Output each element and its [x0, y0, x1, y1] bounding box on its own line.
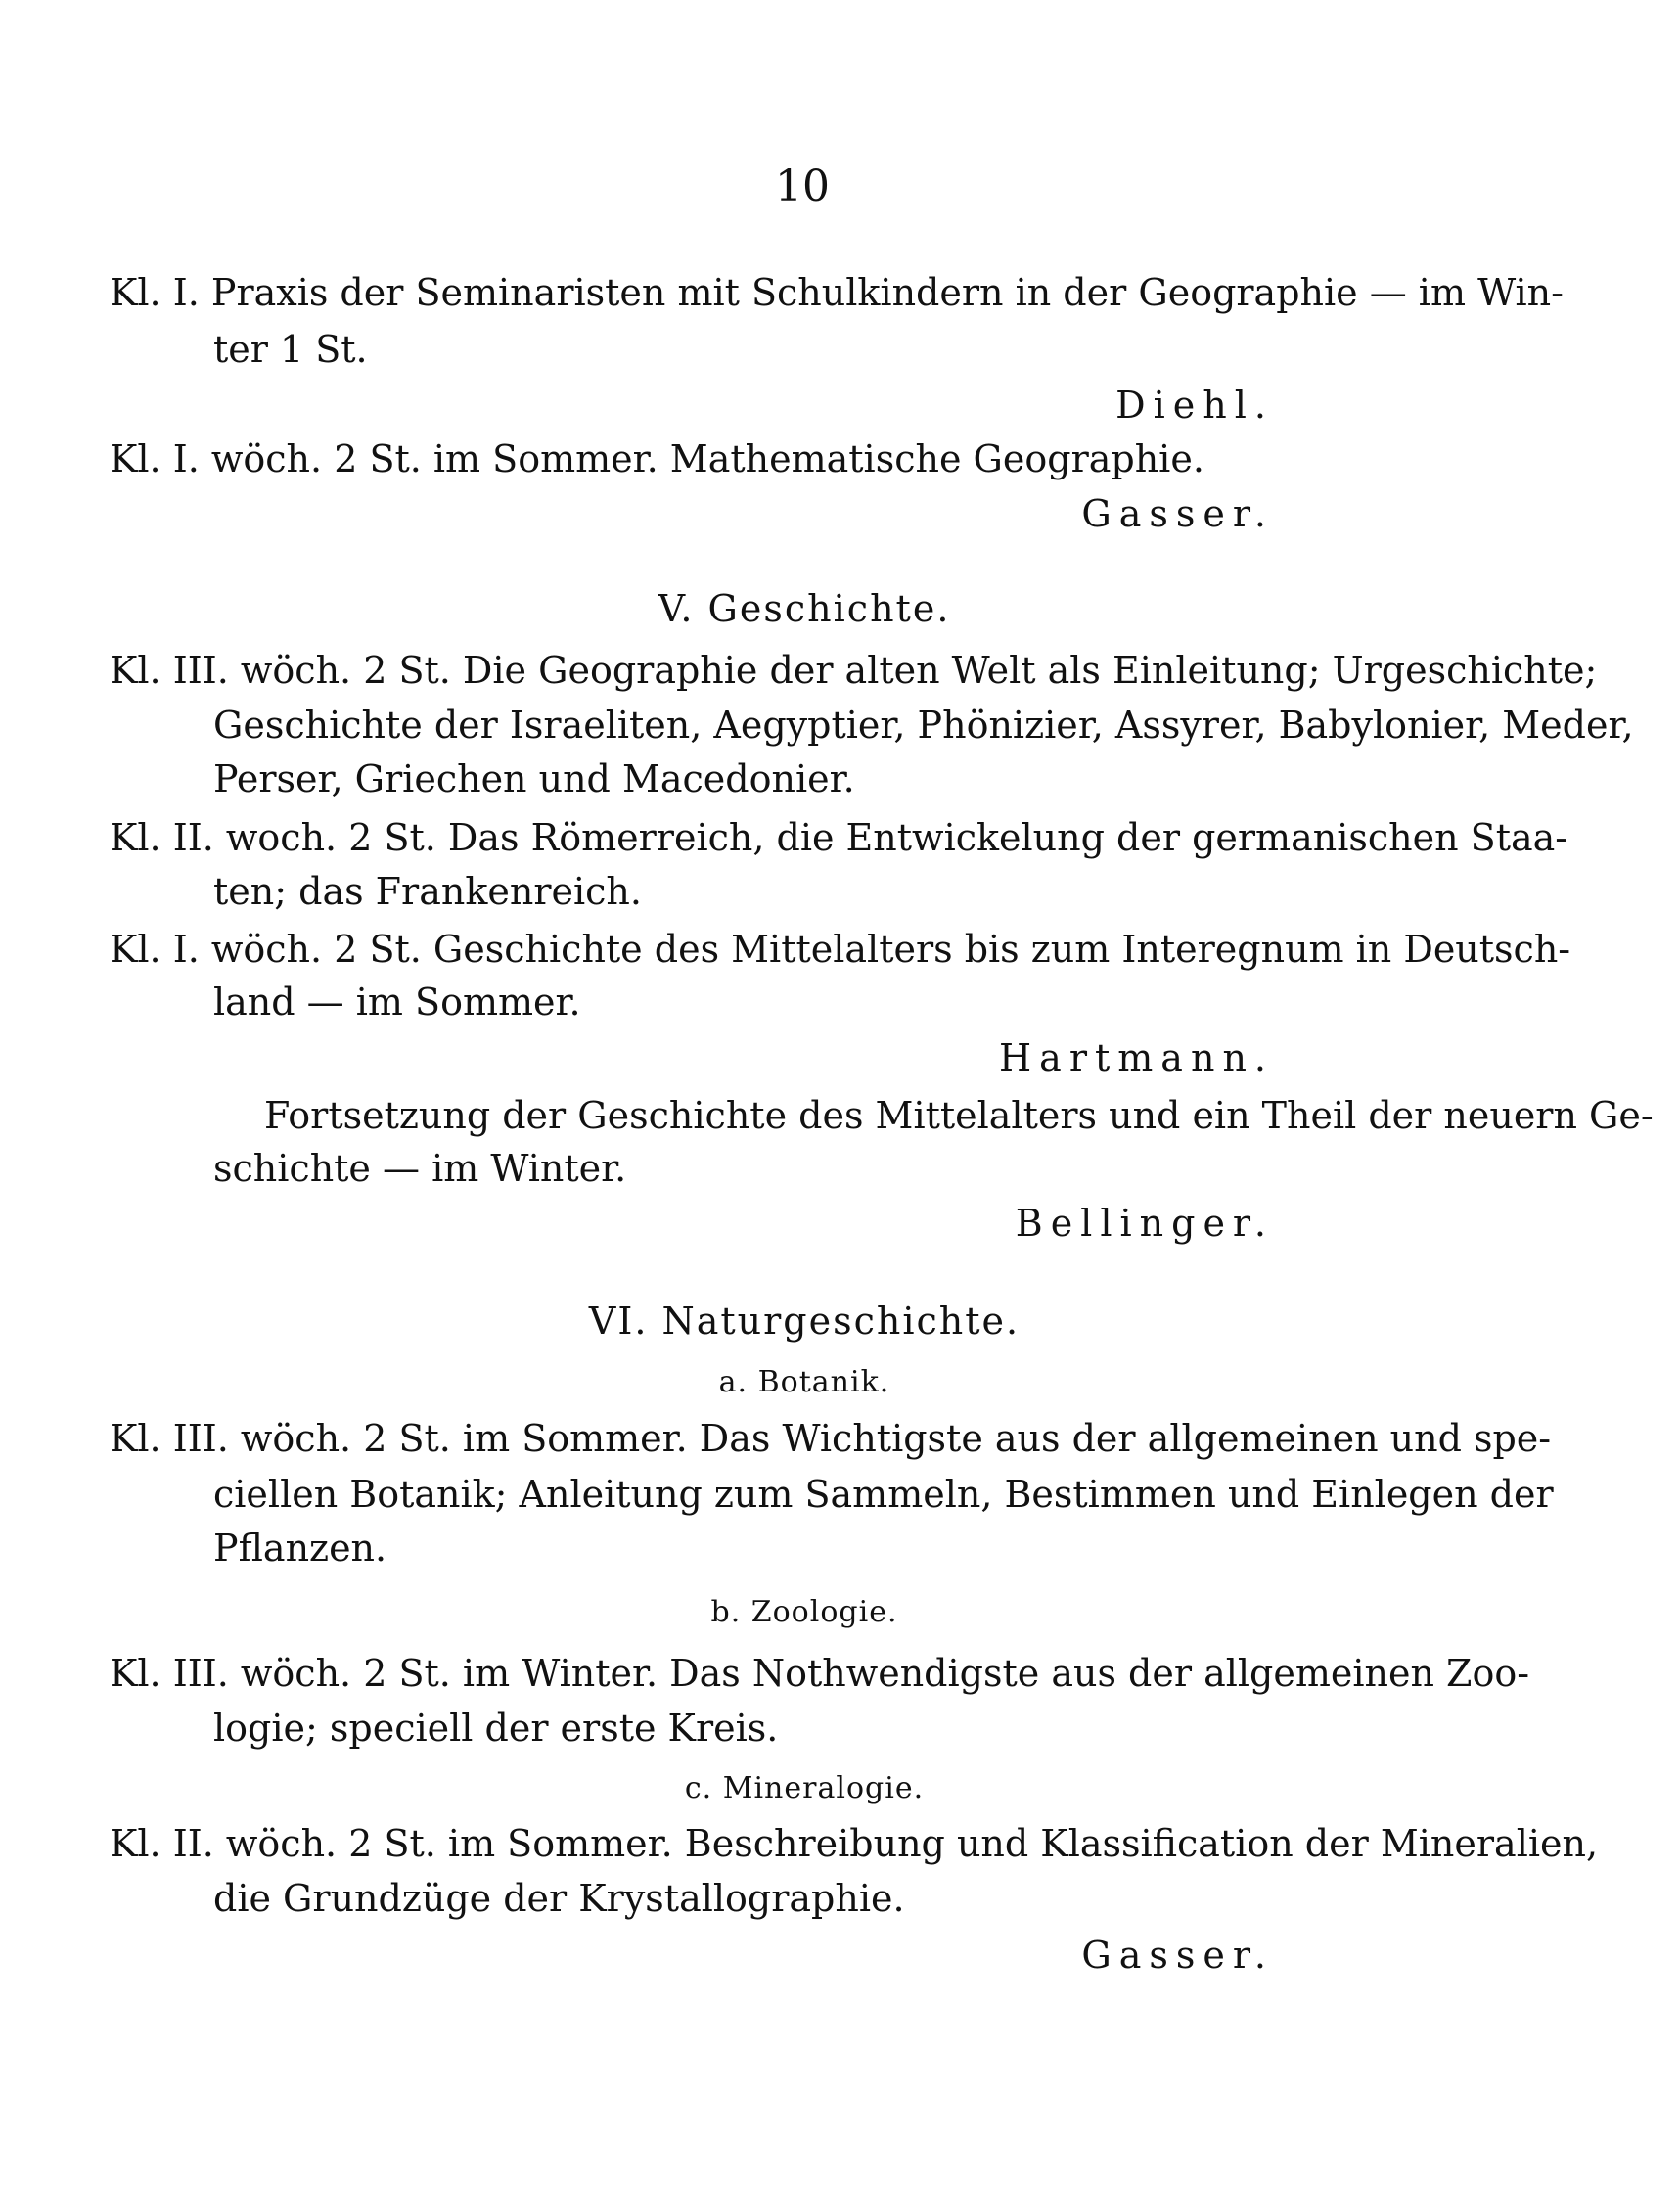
entry-line: Kl. III. wöch. 2 St. im Winter. Das Nothwendigste aus der allgemeinen Zoo- [110, 1652, 1530, 1695]
signature: Gasser. [1081, 492, 1274, 535]
entry-line: Kl. I. Praxis der Seminaristen mit Schulkindern in der Geographie — im Win- [110, 271, 1564, 314]
section-heading: VI. Naturgeschichte. [588, 1300, 1021, 1343]
subsection-heading: a. Botanik. [718, 1365, 890, 1399]
subsection-heading: c. Mineralogie. [684, 1771, 925, 1805]
signature: Hartmann. [999, 1036, 1274, 1079]
signature: Diehl. [1115, 384, 1274, 427]
subsection-heading: b. Zoologie. [710, 1595, 898, 1629]
entry-line: Kl. III. wöch. 2 St. Die Geographie der alten Welt als Einleitung; Urgeschichte; [110, 649, 1598, 692]
entry-line: die Grundzüge der Krystallographie. [213, 1877, 905, 1920]
entry-line: Kl. II. woch. 2 St. Das Römerreich, die Entwickelung der germanischen Staa- [110, 816, 1568, 859]
entry-line: logie; speciell der erste Kreis. [213, 1707, 779, 1750]
signature: Bellinger. [1015, 1202, 1274, 1245]
entry-line: Perser, Griechen und Macedonier. [213, 757, 855, 800]
page-number: 10 [775, 161, 830, 211]
section-heading: V. Geschichte. [658, 587, 951, 630]
signature: Gasser. [1081, 1934, 1274, 1977]
entry-line: Pflanzen. [213, 1527, 387, 1570]
entry-line: Kl. III. wöch. 2 St. im Sommer. Das Wichtigste aus der allgemeinen und spe- [110, 1417, 1552, 1460]
entry-line: ten; das Frankenreich. [213, 870, 642, 913]
entry-line: Kl. I. wöch. 2 St. im Sommer. Mathematische Geographie. [110, 437, 1204, 480]
paragraph-line: schichte — im Winter. [213, 1147, 627, 1190]
entry-line: ter 1 St. [213, 328, 368, 371]
entry-line: land — im Sommer. [213, 980, 581, 1024]
entry-line: Geschichte der Israeliten, Aegyptier, Phönizier, Assyrer, Babylonier, Meder, [213, 704, 1634, 747]
paragraph-line: Fortsetzung der Geschichte des Mittelalters und ein Theil der neuern Ge- [264, 1094, 1654, 1137]
entry-line: Kl. II. wöch. 2 St. im Sommer. Beschreibung und Klassification der Mineralien, [110, 1822, 1599, 1865]
entry-line: Kl. I. wöch. 2 St. Geschichte des Mittelalters bis zum Interegnum in Deutsch- [110, 928, 1571, 971]
entry-line: ciellen Botanik; Anleitung zum Sammeln, Bestimmen und Einlegen der [213, 1473, 1554, 1516]
